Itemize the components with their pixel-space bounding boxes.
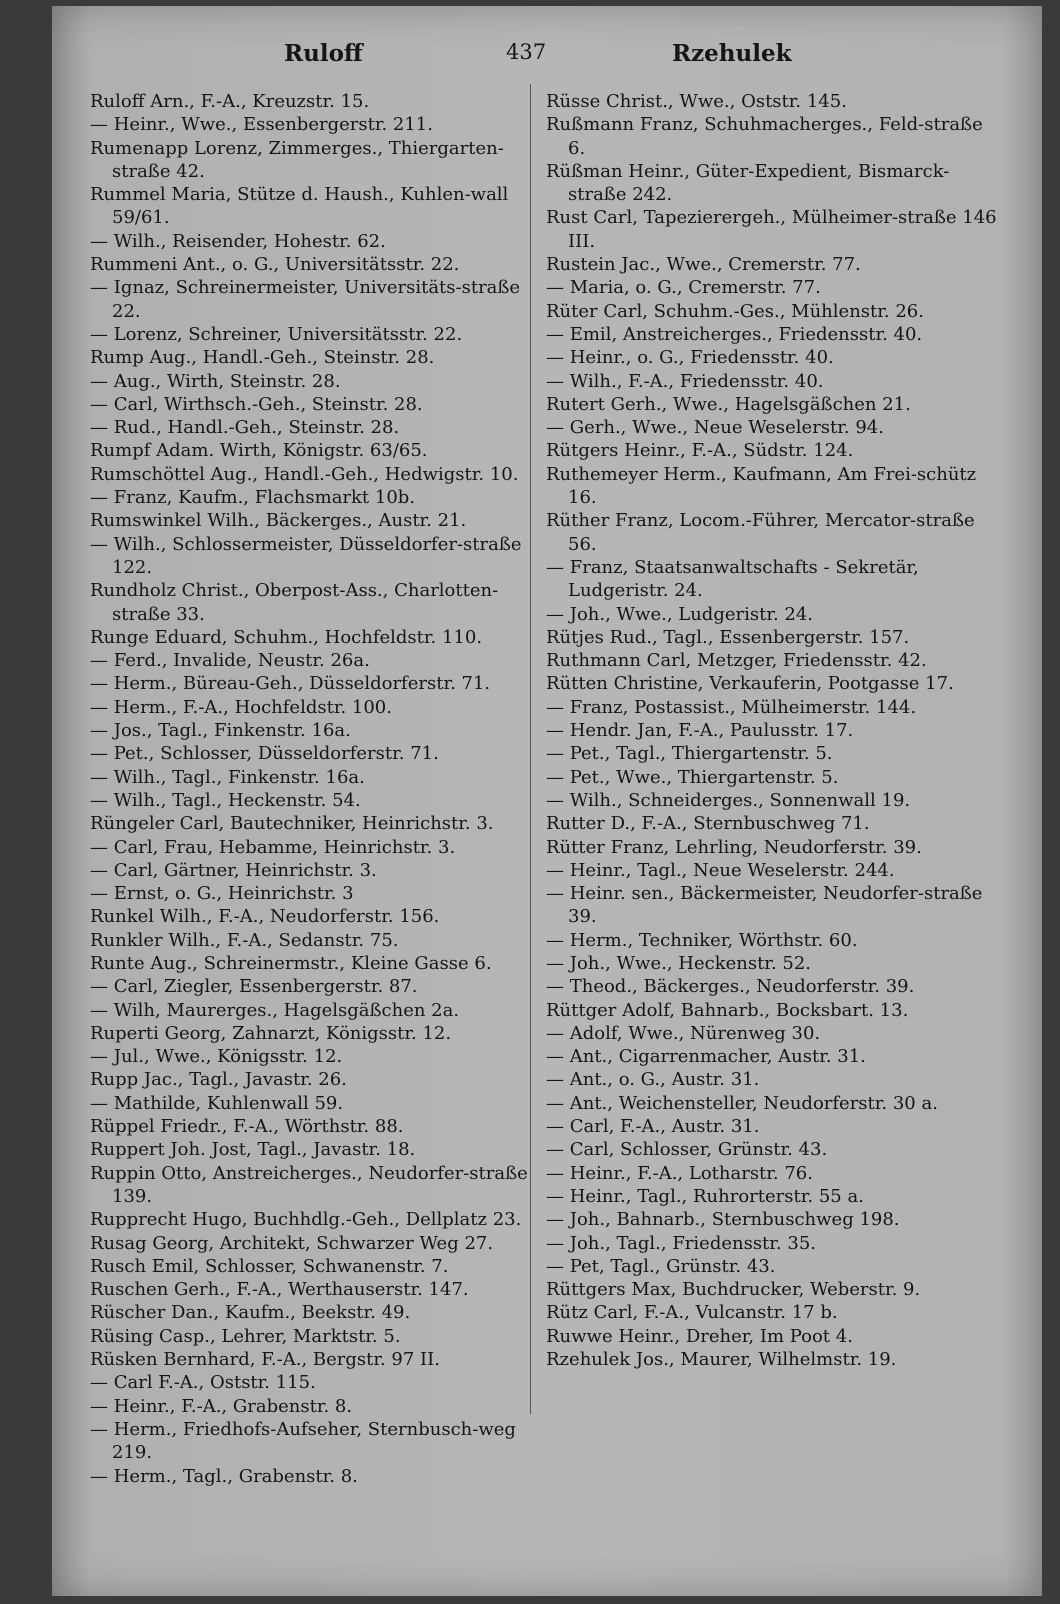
directory-entry: — Herm., F.-A., Hochfeldstr. 100. bbox=[90, 696, 392, 718]
directory-entry: — Heinr. sen., Bäckermeister, Neudorfer-straße 39. bbox=[546, 883, 983, 928]
directory-entry: Rupprecht Hugo, Buchhdlg.-Geh., Dellplatz 23. bbox=[90, 1209, 522, 1231]
directory-entry: Rüter Carl, Schuhm.-Ges., Mühlenstr. 26. bbox=[546, 300, 924, 322]
directory-entry: — Carl, Wirthsch.-Geh., Steinstr. 28. bbox=[90, 393, 423, 415]
directory-entry: Ruppert Joh. Jost, Tagl., Javastr. 18. bbox=[90, 1139, 416, 1161]
directory-entry: — Carl, Gärtner, Heinrichstr. 3. bbox=[90, 859, 377, 881]
directory-entry: — Gerh., Wwe., Neue Weselerstr. 94. bbox=[546, 417, 884, 439]
directory-entry: — Heinr., F.-A., Lotharstr. 76. bbox=[546, 1162, 813, 1184]
directory-entry: — Carl F.-A., Oststr. 115. bbox=[90, 1372, 316, 1394]
directory-entry: — Heinr., Tagl., Ruhrorterstr. 55 a. bbox=[546, 1185, 864, 1207]
column-divider bbox=[530, 84, 531, 1414]
directory-entry: — Jul., Wwe., Königsstr. 12. bbox=[90, 1046, 343, 1068]
directory-entry: — Ant., Cigarrenmacher, Austr. 31. bbox=[546, 1046, 866, 1068]
directory-entry: Runkel Wilh., F.-A., Neudorferstr. 156. bbox=[90, 906, 440, 928]
directory-entry: — Carl, F.-A., Austr. 31. bbox=[546, 1116, 760, 1138]
directory-entry: Rüscher Dan., Kaufm., Beekstr. 49. bbox=[90, 1302, 411, 1324]
directory-entry: Rusch Emil, Schlosser, Schwanenstr. 7. bbox=[90, 1255, 449, 1277]
directory-entry: Runte Aug., Schreinermstr., Kleine Gasse 6. bbox=[90, 952, 492, 974]
directory-entry: Ruschen Gerh., F.-A., Werthauserstr. 147. bbox=[90, 1279, 469, 1301]
directory-entry: — Adolf, Wwe., Nürenweg 30. bbox=[546, 1022, 821, 1044]
directory-entry: Rumschöttel Aug., Handl.-Geh., Hedwigstr. 10. bbox=[90, 463, 519, 485]
directory-entry: — Carl, Ziegler, Essenbergerstr. 87. bbox=[90, 976, 418, 998]
directory-entry: — Carl, Schlosser, Grünstr. 43. bbox=[546, 1139, 828, 1161]
directory-entry: Rutert Gerh., Wwe., Hagelsgäßchen 21. bbox=[546, 393, 911, 415]
directory-entry: — Herm., Büreau-Geh., Düsseldorferstr. 71. bbox=[90, 673, 491, 695]
directory-entry: Rußmann Franz, Schuhmacherges., Feld-straße 6. bbox=[546, 114, 983, 159]
header-right-catchword: Rzehulek bbox=[672, 40, 792, 67]
header-left-catchword: Ruloff bbox=[284, 40, 363, 67]
directory-entry: — Herm., Friedhofs-Aufseher, Sternbusch-weg 219. bbox=[90, 1418, 516, 1464]
directory-entry: — Franz, Postassist., Mülheimerstr. 144. bbox=[546, 696, 917, 718]
directory-entry: — Ignaz, Schreinermeister, Universitäts-straße 22. bbox=[90, 277, 521, 322]
directory-entry: Rüttgers Max, Buchdrucker, Weberstr. 9. bbox=[546, 1279, 921, 1301]
directory-entry: — Joh., Wwe., Ludgeristr. 24. bbox=[546, 603, 814, 625]
page-number: 437 bbox=[506, 40, 547, 64]
directory-entry: — Joh., Wwe., Heckenstr. 52. bbox=[546, 952, 812, 974]
directory-entry: — Wilh., Schlossermeister, Düsseldorfer-straße 122. bbox=[90, 533, 522, 578]
directory-entry: Rusag Georg, Architekt, Schwarzer Weg 27. bbox=[90, 1232, 494, 1254]
directory-entry: Runge Eduard, Schuhm., Hochfeldstr. 110. bbox=[90, 626, 483, 648]
directory-entry: Ruperti Georg, Zahnarzt, Königsstr. 12. bbox=[90, 1022, 452, 1044]
directory-entry: Rzehulek Jos., Maurer, Wilhelmstr. 19. bbox=[546, 1349, 897, 1371]
directory-entry: Rüßman Heinr., Güter-Expedient, Bismarck-straße 242. bbox=[546, 160, 950, 206]
directory-entry: Rumswinkel Wilh., Bäckerges., Austr. 21. bbox=[90, 510, 467, 532]
directory-entry: Rupp Jac., Tagl., Javastr. 26. bbox=[90, 1069, 347, 1091]
directory-entry: — Wilh., F.-A., Friedensstr. 40. bbox=[546, 370, 824, 392]
directory-entry: Ruthmann Carl, Metzger, Friedensstr. 42. bbox=[546, 650, 927, 672]
directory-entry: Rütgers Heinr., F.-A., Südstr. 124. bbox=[546, 440, 854, 462]
directory-entry: — Mathilde, Kuhlenwall 59. bbox=[90, 1092, 344, 1114]
directory-entry: — Wilh., Tagl., Heckenstr. 54. bbox=[90, 789, 361, 811]
directory-entry: — Franz, Kaufm., Flachsmarkt 10b. bbox=[90, 487, 416, 509]
directory-entry: — Wilh, Maurerges., Hagelsgäßchen 2a. bbox=[90, 999, 460, 1021]
directory-entry: Rüsing Casp., Lehrer, Marktstr. 5. bbox=[90, 1325, 401, 1347]
directory-entry: — Ferd., Invalide, Neustr. 26a. bbox=[90, 650, 370, 672]
directory-entry: — Pet., Tagl., Thiergartenstr. 5. bbox=[546, 743, 833, 765]
directory-entry: — Rud., Handl.-Geh., Steinstr. 28. bbox=[90, 417, 400, 439]
directory-entry: Rüppel Friedr., F.-A., Wörthstr. 88. bbox=[90, 1116, 404, 1138]
directory-page bbox=[52, 6, 1042, 1596]
directory-entry: — Maria, o. G., Cremerstr. 77. bbox=[546, 277, 821, 299]
directory-entry: — Carl, Frau, Hebamme, Heinrichstr. 3. bbox=[90, 836, 456, 858]
directory-entry: Rust Carl, Tapezierergeh., Mülheimer-straße 146 III. bbox=[546, 207, 997, 252]
directory-entry: — Pet., Schlosser, Düsseldorferstr. 71. bbox=[90, 743, 439, 765]
directory-entry: — Heinr., F.-A., Grabenstr. 8. bbox=[90, 1395, 353, 1417]
directory-entry: Rumpf Adam. Wirth, Königstr. 63/65. bbox=[90, 440, 428, 462]
directory-entry: Rütjes Rud., Tagl., Essenbergerstr. 157. bbox=[546, 626, 910, 648]
directory-entry: — Franz, Staatsanwaltschafts - Sekretär, Ludgeristr. 24. bbox=[546, 556, 919, 602]
directory-entry: Rump Aug., Handl.-Geh., Steinstr. 28. bbox=[90, 347, 435, 369]
directory-entry: — Theod., Bäckerges., Neudorferstr. 39. bbox=[546, 976, 915, 998]
directory-entry: Ruwwe Heinr., Dreher, Im Poot 4. bbox=[546, 1325, 853, 1347]
directory-entry: Rutter D., F.-A., Sternbuschweg 71. bbox=[546, 813, 870, 835]
directory-entry: — Heinr., o. G., Friedensstr. 40. bbox=[546, 347, 834, 369]
directory-entry: — Herm., Tagl., Grabenstr. 8. bbox=[90, 1465, 358, 1487]
directory-entry: — Jos., Tagl., Finkenstr. 16a. bbox=[90, 720, 351, 742]
directory-entry: Rütten Christine, Verkauferin, Pootgasse 17. bbox=[546, 673, 954, 695]
directory-entry: Rundholz Christ., Oberpost-Ass., Charlotten-straße 33. bbox=[90, 580, 499, 625]
directory-entry: Rüngeler Carl, Bautechniker, Heinrichstr. 3. bbox=[90, 813, 494, 835]
directory-entry: — Wilh., Schneiderges., Sonnenwall 19. bbox=[546, 789, 911, 811]
directory-entry: — Pet., Wwe., Thiergartenstr. 5. bbox=[546, 766, 839, 788]
right-column bbox=[546, 90, 1001, 1371]
directory-entry: — Herm., Techniker, Wörthstr. 60. bbox=[546, 929, 858, 951]
directory-entry: — Heinr., Wwe., Essenbergerstr. 211. bbox=[90, 114, 433, 136]
directory-entry: — Wilh., Tagl., Finkenstr. 16a. bbox=[90, 766, 365, 788]
directory-entry: — Pet, Tagl., Grünstr. 43. bbox=[546, 1255, 776, 1277]
directory-entry: Ruppin Otto, Anstreicherges., Neudorfer-straße 139. bbox=[90, 1162, 528, 1207]
page-header bbox=[52, 34, 1042, 74]
directory-entry: Rütz Carl, F.-A., Vulcanstr. 17 b. bbox=[546, 1302, 838, 1324]
directory-entry: Ruthemeyer Herm., Kaufmann, Am Frei-schütz 16. bbox=[546, 463, 977, 509]
directory-entry: — Ernst, o. G., Heinrichstr. 3 bbox=[90, 883, 354, 905]
directory-entry: Rüttger Adolf, Bahnarb., Bocksbart. 13. bbox=[546, 999, 909, 1021]
directory-entry: — Wilh., Reisender, Hohestr. 62. bbox=[90, 230, 386, 252]
directory-entry: Rüther Franz, Locom.-Führer, Mercator-straße 56. bbox=[546, 510, 975, 555]
directory-entry: — Joh., Bahnarb., Sternbuschweg 198. bbox=[546, 1209, 900, 1231]
directory-entry: — Hendr. Jan, F.-A., Paulusstr. 17. bbox=[546, 720, 854, 742]
directory-entry: — Heinr., Tagl., Neue Weselerstr. 244. bbox=[546, 859, 895, 881]
directory-entry: — Emil, Anstreicherges., Friedensstr. 40. bbox=[546, 323, 923, 345]
directory-entry: — Lorenz, Schreiner, Universitätsstr. 22. bbox=[90, 323, 463, 345]
directory-entry: Rustein Jac., Wwe., Cremerstr. 77. bbox=[546, 254, 861, 276]
directory-entry: Runkler Wilh., F.-A., Sedanstr. 75. bbox=[90, 929, 399, 951]
directory-entry: Ruloff Arn., F.-A., Kreuzstr. 15. bbox=[90, 91, 370, 112]
directory-entry: — Joh., Tagl., Friedensstr. 35. bbox=[546, 1232, 816, 1254]
directory-entry: Rütter Franz, Lehrling, Neudorferstr. 39. bbox=[546, 836, 922, 858]
left-column bbox=[90, 90, 530, 1488]
directory-entry: Rüsse Christ., Wwe., Oststr. 145. bbox=[546, 91, 847, 112]
directory-entry: Rummel Maria, Stütze d. Haush., Kuhlen-wall 59/61. bbox=[90, 184, 509, 229]
directory-entry: Rumenapp Lorenz, Zimmerges., Thiergarten-straße 42. bbox=[90, 137, 504, 182]
directory-entry: Rummeni Ant., o. G., Universitätsstr. 22. bbox=[90, 254, 460, 276]
directory-entry: — Ant., Weichensteller, Neudorferstr. 30 a. bbox=[546, 1092, 938, 1114]
directory-entry: — Ant., o. G., Austr. 31. bbox=[546, 1069, 760, 1091]
directory-entry: Rüsken Bernhard, F.-A., Bergstr. 97 II. bbox=[90, 1349, 440, 1371]
directory-entry: — Aug., Wirth, Steinstr. 28. bbox=[90, 370, 341, 392]
